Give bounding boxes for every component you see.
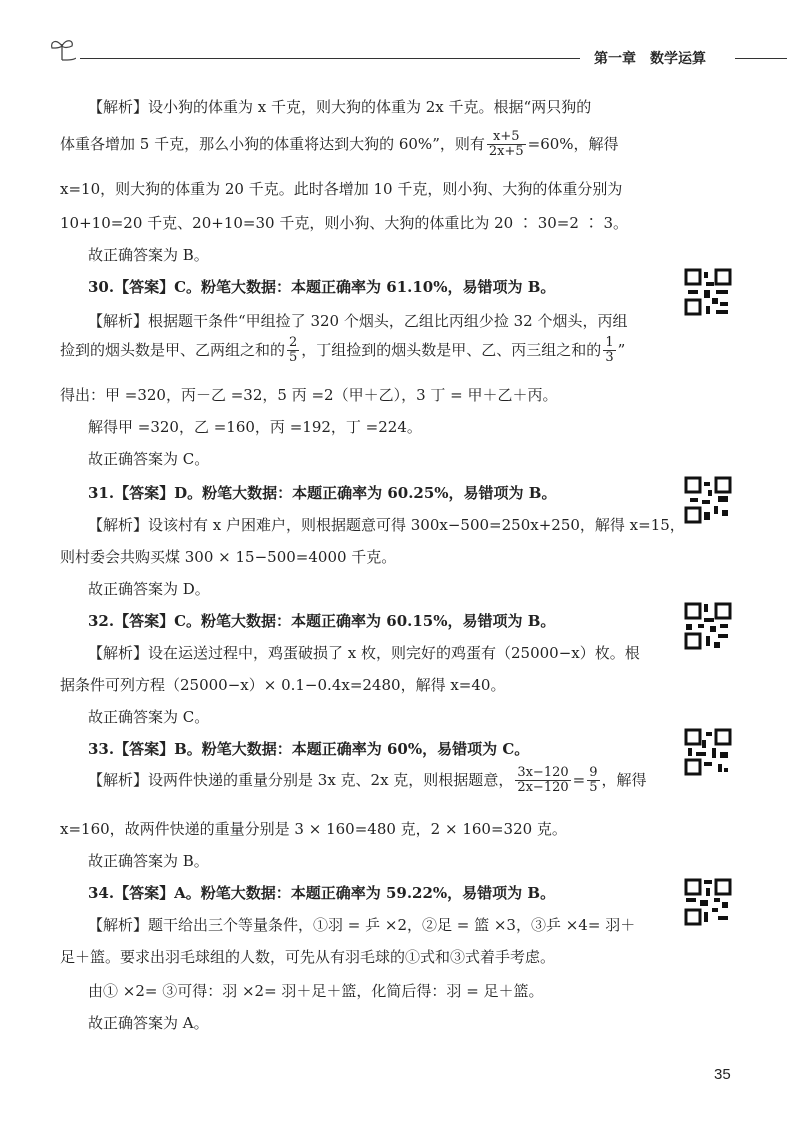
text-line: 故正确答案为 D。 [88,580,210,598]
text-segment: ，丁组捡到的烟头数是甲、乙、丙三组之和的 [301,340,602,359]
numerator: 3x−120 [517,765,569,780]
fraction [603,336,615,366]
qr-code-icon[interactable] [684,878,732,926]
text-line: 则村委会共购买煤 300 × 15−500=4000 千克。 [60,548,397,566]
text-segment: 捡到的烟头数是甲、乙两组之和的 [60,340,286,359]
text-line: x=160，故两件快递的重量分别是 3 × 160=480 克，2 × 160=320 克。 [60,820,567,838]
text-line: 【解析】根据题干条件“甲组捡了 320 个烟头，乙组比丙组少捡 32 个烟头，丙组 [88,312,628,330]
chapter-title: 第一章 数学运算 [594,51,706,67]
text-line [60,130,619,160]
text-segment: 【解析】设两件快递的重量分别是 3x 克、2x 克，则根据题意， [88,770,514,789]
qr-code-icon[interactable] [684,268,732,316]
text-line [60,336,625,366]
numerator: 9 [589,765,598,780]
text-line: 【解析】设在运送过程中，鸡蛋破损了 x 枚，则完好的鸡蛋有（25000−x）枚。根 [88,644,640,662]
header-rule-right [735,58,787,59]
answer-heading: 31.【答案】D。粉笔大数据：本题正确率为 60.25%，易错项为 B。 [88,484,557,502]
text-line: 足＋篮。要求出羽毛球组的人数，可先从有羽毛球的①式和③式着手考虑。 [60,948,556,966]
numerator: 1 [605,335,614,350]
text-line [88,766,647,796]
text-line: 【解析】题干给出三个等量条件，①羽 = 乒 ×2，②足 = 篮 ×3，③乒 ×4= 羽＋ [88,916,636,934]
text-line: 故正确答案为 C。 [88,708,210,726]
denominator: 5 [589,780,598,796]
leaf-icon [48,36,76,62]
header-rule [80,58,580,59]
fraction [587,766,599,796]
text-line: 10+10=20 千克、20+10=30 千克，则小狗、大狗的体重比为 20 ∶ 30=2 ∶ 3。 [60,214,629,232]
text-line: 故正确答案为 B。 [88,246,209,264]
answer-heading: 32.【答案】C。粉笔大数据：本题正确率为 60.15%，易错项为 B。 [88,612,556,630]
fraction [487,130,526,160]
text-segment: =60%，解得 [527,134,619,153]
denominator: 2x−120 [517,780,569,796]
answer-heading: 33.【答案】B。粉笔大数据：本题正确率为 60%，易错项为 C。 [88,740,530,758]
text-line: 解得甲 =320，乙 =160，丙 =192，丁 =224。 [88,418,422,436]
text-segment: 体重各增加 5 千克，那么小狗的体重将达到大狗的 60%”，则有 [60,134,485,153]
fraction [515,766,570,796]
answer-heading: 34.【答案】A。粉笔大数据：本题正确率为 59.22%，易错项为 B。 [88,884,556,902]
text-segment: ” [617,340,626,359]
denominator: 2x+5 [488,144,524,160]
numerator: x+5 [487,130,526,145]
qr-code-icon[interactable] [684,602,732,650]
page-number: 35 [714,1066,731,1083]
text-segment: = [572,770,586,789]
denominator: 5 [289,350,298,366]
text-line: 得出：甲 =320，丙－乙 =32，5 丙 =2（甲＋乙），3 丁 = 甲＋乙＋丙。 [60,386,558,404]
text-line: x=10，则大狗的体重为 20 千克。此时各增加 10 千克，则小狗、大狗的体重分别为 [60,180,623,198]
qr-code-icon[interactable] [684,728,732,776]
text-line: 【解析】设该村有 x 户困难户，则根据题意可得 300x−500=250x+250，解得 x=15， [88,516,685,534]
text-line: 据条件可列方程（25000−x）× 0.1−0.4x=2480，解得 x=40。 [60,676,506,694]
qr-code-icon[interactable] [684,476,732,524]
text-line: 故正确答案为 C。 [88,450,210,468]
answer-heading: 30.【答案】C。粉笔大数据：本题正确率为 61.10%，易错项为 B。 [88,278,556,296]
text-line: 故正确答案为 A。 [88,1014,209,1032]
numerator: 2 [289,335,298,350]
text-segment: ，解得 [601,770,647,789]
fraction [287,336,299,366]
denominator: 3 [605,350,614,366]
text-line: 故正确答案为 B。 [88,852,209,870]
text-line: 【解析】设小狗的体重为 x 千克，则大狗的体重为 2x 千克。根据“两只狗的 [88,98,592,116]
text-line: 由① ×2= ③可得：羽 ×2= 羽＋足＋篮，化简后得：羽 = 足＋篮。 [88,982,544,1000]
